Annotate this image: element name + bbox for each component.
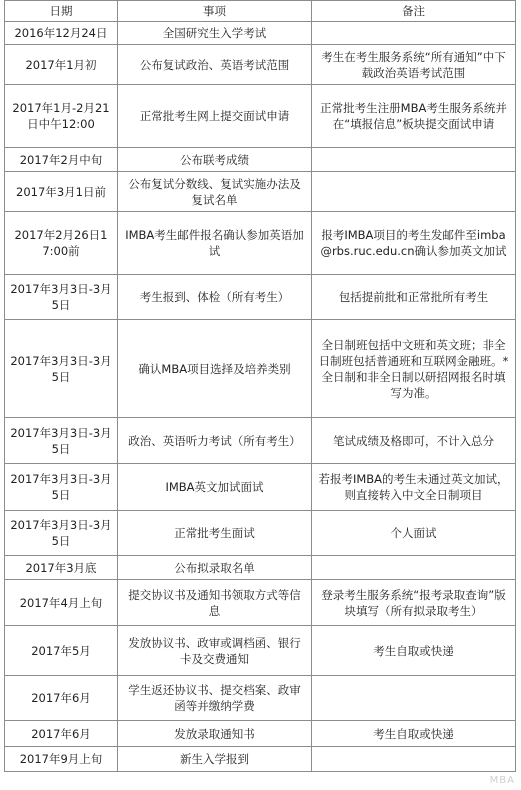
cell-note: 若报考IMBA的考生未通过英文加试，则直接转入中文全日制项目 [312, 464, 516, 511]
table-row [5, 320, 516, 418]
cell-date: 2017年6月 [5, 676, 118, 721]
cell-item: 提交协议书及通知书领取方式等信息 [118, 580, 312, 626]
cell-note [312, 556, 516, 580]
cell-date: 2017年2月26日17:00前 [5, 212, 118, 275]
cell-note: 报考IMBA项目的考生发邮件至imba@rbs.ruc.edu.cn确认参加英文加试 [312, 212, 516, 275]
table-row [5, 626, 516, 676]
cell-note: 全日制班包括中文班和英文班；非全日制班包括普通班和互联网金融班。* 全日制和非全日制以研招网报名时填写为准。 [312, 320, 516, 418]
table-row [5, 556, 516, 580]
cell-date: 2017年5月 [5, 626, 118, 676]
cell-date: 2017年3月3日-3月5日 [5, 464, 118, 511]
cell-note: 登录考生服务系统“报考录取查询”版块填写（所有拟录取考生） [312, 580, 516, 626]
cell-date: 2017年3月1日前 [5, 172, 118, 212]
cell-date: 2017年3月底 [5, 556, 118, 580]
header-row [5, 1, 516, 22]
table-row [5, 172, 516, 212]
header-date: 日期 [5, 1, 118, 22]
cell-note [312, 747, 516, 772]
schedule-table [4, 0, 516, 772]
cell-item: 正常批考生面试 [118, 511, 312, 556]
table-row [5, 148, 516, 172]
table-row [5, 22, 516, 45]
cell-note [312, 22, 516, 45]
table-row [5, 721, 516, 747]
table-row [5, 580, 516, 626]
cell-date: 2017年1月-2月21日中午12:00 [5, 85, 118, 148]
cell-date: 2017年4月上旬 [5, 580, 118, 626]
table-row [5, 212, 516, 275]
cell-item: 公布联考成绩 [118, 148, 312, 172]
table-row [5, 511, 516, 556]
cell-item: 全国研究生入学考试 [118, 22, 312, 45]
cell-date: 2017年3月3日-3月5日 [5, 511, 118, 556]
table-row [5, 85, 516, 148]
table-row [5, 676, 516, 721]
cell-item: 发放录取通知书 [118, 721, 312, 747]
cell-item: 新生入学报到 [118, 747, 312, 772]
cell-note: 考生在考生服务系统“所有通知”中下载政治英语考试范围 [312, 45, 516, 85]
table-row [5, 275, 516, 320]
cell-item: 政治、英语听力考试（所有考生） [118, 418, 312, 464]
cell-note: 个人面试 [312, 511, 516, 556]
header-item: 事项 [118, 1, 312, 22]
cell-date: 2017年2月中旬 [5, 148, 118, 172]
table-row [5, 464, 516, 511]
cell-item: 确认MBA项目选择及培养类别 [118, 320, 312, 418]
table-row [5, 747, 516, 772]
table-row [5, 418, 516, 464]
table-row [5, 45, 516, 85]
header-note: 备注 [312, 1, 516, 22]
cell-date: 2017年6月 [5, 721, 118, 747]
cell-note: 考生自取或快递 [312, 626, 516, 676]
cell-item: 公布拟录取名单 [118, 556, 312, 580]
cell-note [312, 148, 516, 172]
cell-item: 正常批考生网上提交面试申请 [118, 85, 312, 148]
cell-item: 公布复试分数线、复试实施办法及复试名单 [118, 172, 312, 212]
cell-date: 2017年3月3日-3月5日 [5, 320, 118, 418]
cell-date: 2017年3月3日-3月5日 [5, 418, 118, 464]
cell-date: 2017年9月上旬 [5, 747, 118, 772]
cell-item: 考生报到、体检（所有考生） [118, 275, 312, 320]
cell-date: 2017年1月初 [5, 45, 118, 85]
cell-note [312, 676, 516, 721]
cell-date: 2017年3月3日-3月5日 [5, 275, 118, 320]
cell-item: 发放协议书、政审或调档函、银行卡及交费通知 [118, 626, 312, 676]
cell-note: 正常批考生注册MBA考生服务系统并在“填报信息”板块提交面试申请 [312, 85, 516, 148]
cell-note: 包括提前批和正常批所有考生 [312, 275, 516, 320]
watermark-text: MBA [489, 775, 515, 786]
cell-note [312, 172, 516, 212]
cell-note: 笔试成绩及格即可，不计入总分 [312, 418, 516, 464]
cell-item: 公布复试政治、英语考试范围 [118, 45, 312, 85]
cell-item: IMBA英文加试面试 [118, 464, 312, 511]
cell-note: 考生自取或快递 [312, 721, 516, 747]
cell-date: 2016年12月24日 [5, 22, 118, 45]
cell-item: IMBA考生邮件报名确认参加英语加试 [118, 212, 312, 275]
cell-item: 学生返还协议书、提交档案、政审函等并缴纳学费 [118, 676, 312, 721]
